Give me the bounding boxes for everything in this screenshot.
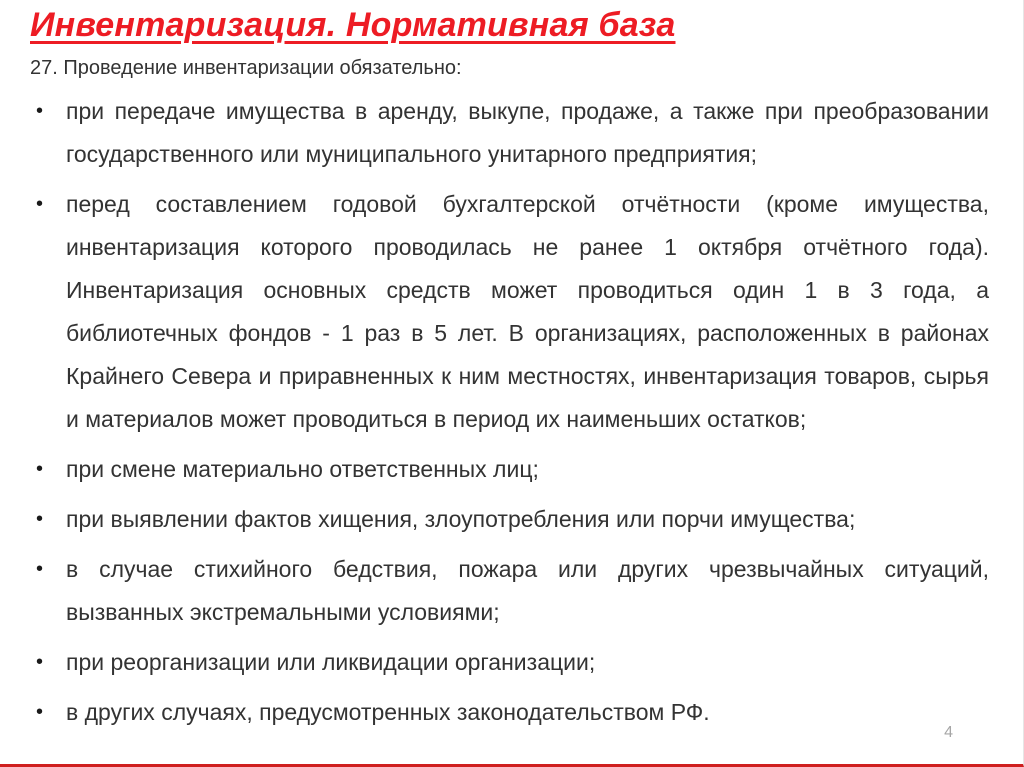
list-item bbox=[30, 641, 989, 684]
bullet-icon: • bbox=[36, 651, 44, 674]
bullet-icon: • bbox=[36, 508, 44, 531]
list-item bbox=[30, 90, 989, 176]
bullet-list bbox=[30, 90, 989, 734]
list-item bbox=[30, 548, 989, 634]
list-item-text: при смене материально ответственных лиц; bbox=[66, 456, 539, 483]
list-item bbox=[30, 691, 989, 734]
slide-intro-text: 27. Проведение инвентаризации обязательно: bbox=[30, 57, 462, 80]
page-number: 4 bbox=[944, 724, 953, 741]
list-item-text: при реорганизации или ликвидации организации; bbox=[66, 649, 596, 676]
list-item-text: при передаче имущества в аренду, выкупе, продаже, а также при преобразовании государственного или муниципального унитарного предприятия; bbox=[66, 98, 989, 168]
list-item bbox=[30, 498, 989, 541]
list-item bbox=[30, 448, 989, 491]
list-item-text: в других случаях, предусмотренных законодательством РФ. bbox=[66, 699, 710, 726]
list-item-text: в случае стихийного бедствия, пожара или других чрезвычайных ситуаций, вызванных экстремальными условиями; bbox=[66, 556, 989, 626]
list-item bbox=[30, 183, 989, 441]
list-item-text: перед составлением годовой бухгалтерской отчётности (кроме имущества, инвентаризация которого проводилась не ранее 1 октября отчётного года). Инвентаризация основных средств может проводиться один 1 в 3 года, а библиотечных фондов - 1 раз в 5 лет. В организациях, расположенных в районах Крайнего Севера и приравненных к ним местностях, инвентаризация товаров, сырья и материалов может проводиться в период их наименьших остатков; bbox=[66, 191, 989, 433]
bullet-icon: • bbox=[36, 701, 44, 724]
bullet-icon: • bbox=[36, 558, 44, 581]
slide-title: Инвентаризация. Нормативная база bbox=[30, 6, 676, 44]
bullet-icon: • bbox=[36, 100, 44, 123]
list-item-text: при выявлении фактов хищения, злоупотребления или порчи имущества; bbox=[66, 506, 856, 533]
bullet-icon: • bbox=[36, 458, 44, 481]
bullet-icon: • bbox=[36, 193, 44, 216]
